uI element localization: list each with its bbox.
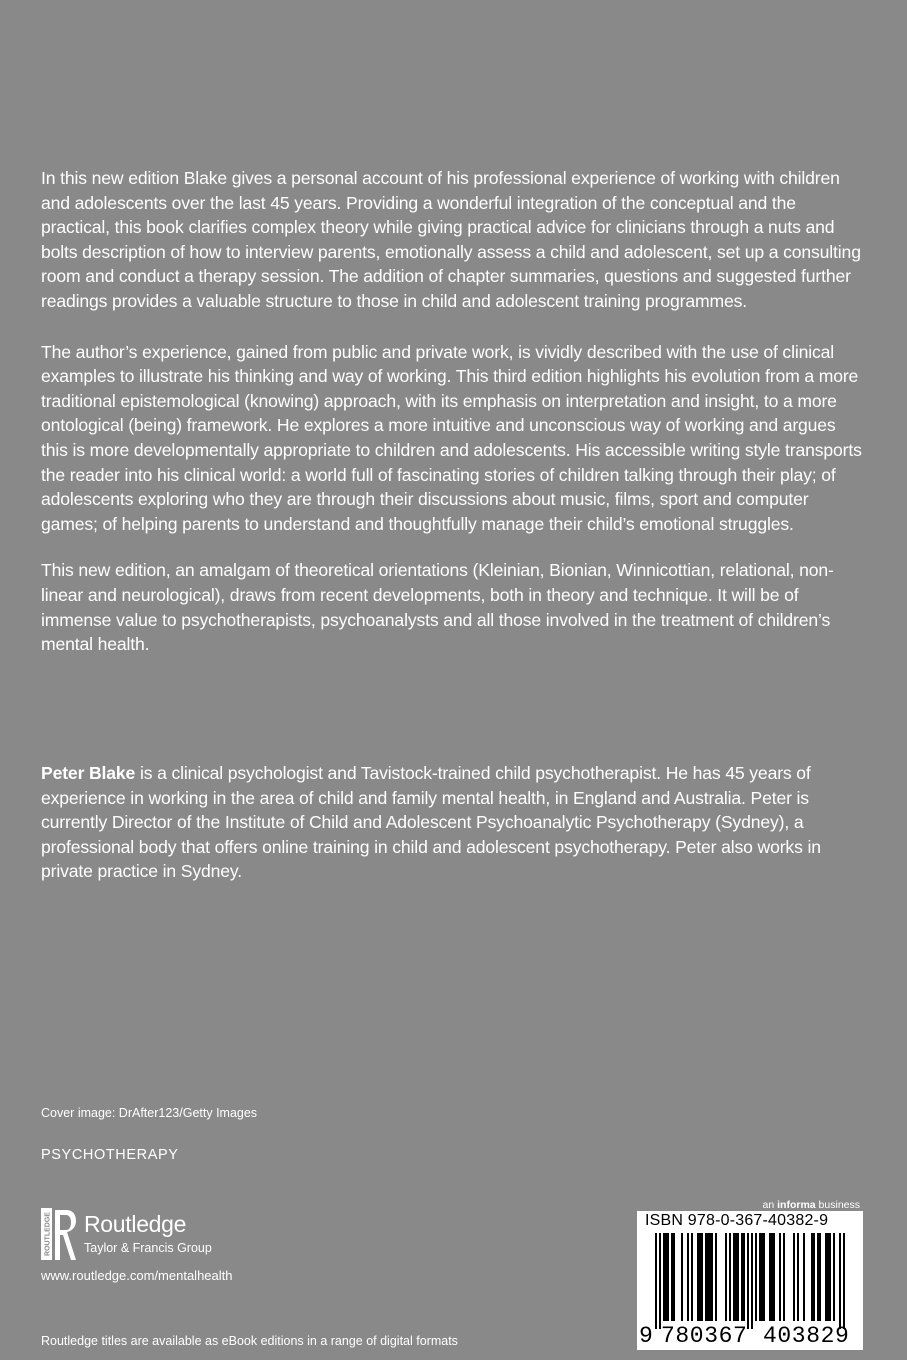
barcode-bar: [715, 1233, 717, 1321]
barcode-bar: [793, 1233, 795, 1321]
barcode-bar: [755, 1233, 757, 1321]
back-cover-blurb: [41, 166, 867, 683]
isbn-barcode: [637, 1211, 863, 1350]
barcode-bar: [733, 1233, 735, 1321]
barcode-bar: [817, 1233, 819, 1321]
barcode-bar: [829, 1233, 831, 1321]
barcode-bar: [825, 1233, 827, 1321]
informa-prefix: an: [762, 1199, 778, 1211]
barcode-guard-bar: [839, 1233, 841, 1329]
publisher-name: Routledge: [84, 1211, 187, 1237]
routledge-logo-icon: [41, 1208, 77, 1260]
barcode-bar: [741, 1233, 743, 1321]
barcode-bar: [665, 1233, 667, 1321]
publisher-group: Taylor & Francis Group: [84, 1241, 212, 1255]
barcode-bar: [773, 1233, 775, 1321]
barcode-bar: [699, 1233, 701, 1321]
barcode-bar: [697, 1233, 699, 1321]
barcode-guard-bar: [843, 1233, 845, 1329]
barcode-bar: [729, 1233, 731, 1321]
barcode-bar: [673, 1233, 675, 1321]
barcode-bar: [769, 1233, 771, 1321]
barcode-guard-bar: [655, 1233, 657, 1329]
blurb-paragraph-3: This new edition, an amalgam of theoretical orientations (Kleinian, Bionian, Winnicottian, relational, non-linear and neurological), draws from recent developments, both in theory and technique. It will be of immense value to psychotherapists, psychoanalysts and all those involved in the treatment of children’s mental health.: [41, 560, 834, 655]
informa-tagline: [763, 1199, 860, 1211]
blurb-paragraph-1: In this new edition Blake gives a personal account of his professional experience of working with children and adolescents over the last 45 years. Providing a wonderful integration of the conceptual and the practical, this book clarifies complex theory while giving practical advice for clinicians through a nuts and bolts description of how to interview parents, emotionally assess a child and adolescent, set up a consulting room and conduct a therapy session. The addition of chapter summaries, questions and suggested further readings provides a valuable structure to those in child and adolescent training programmes.: [41, 168, 861, 311]
blurb-paragraph-2: The author’s experience, gained from public and private work, is vividly described with the use of clinical examples to illustrate his thinking and way of working. This third edition highlights his evolution from a more traditional epistemological (knowing) approach, with its emphasis on interpretation and insight, to a more ontological (being) framework. He explores a more intuitive and unconscious way of working and argues this is more developmentally appropriate to children and adolescents. His accessible writing style transports the reader into his clinical world: a world full of fascinating stories of children talking through their play; of adolescents exploring who they are through their discussions about music, films, sport and computer games; of helping parents to understand and thoughtfully manage their child’s emotional struggles.: [41, 341, 862, 534]
ean-right-group: 403829: [763, 1323, 850, 1349]
barcode-bar: [833, 1233, 835, 1321]
barcode-bar: [681, 1233, 683, 1321]
author-bio: [41, 761, 867, 884]
author-bio-text: is a clinical psychologist and Tavistock-trained child psychotherapist. He has 45 years of experience in working in the area of child and family mental health, in England and Australia. Peter is currently Director of the Institute of Child and Adolescent Psychoanalytic Psychotherapy (Sydney), a professional body that offers online training in child and adolescent psychotherapy. Peter also works in private practice in Sydney.: [41, 763, 821, 882]
barcode-bar: [691, 1233, 693, 1321]
barcode-bar: [735, 1233, 737, 1321]
barcode-bars: [641, 1233, 859, 1329]
publisher-website[interactable]: www.routledge.com/mentalhealth: [41, 1268, 233, 1283]
barcode-bar: [701, 1233, 703, 1321]
barcode-bar: [705, 1233, 707, 1321]
barcode-bar: [783, 1233, 785, 1321]
barcode-bar: [663, 1233, 665, 1321]
barcode-bar: [687, 1233, 689, 1321]
barcode-bar: [709, 1233, 711, 1321]
barcode-bar: [671, 1233, 673, 1321]
barcode-guard-bar: [747, 1233, 749, 1329]
barcode-bar: [811, 1233, 813, 1321]
logo-vertical-text: ROUTLEDGE: [44, 1212, 52, 1256]
barcode-guard-bar: [659, 1233, 661, 1329]
barcode-bar: [759, 1233, 761, 1321]
ean-left-group: 780367: [661, 1323, 748, 1349]
publisher-logo: [41, 1208, 301, 1260]
barcode-guard-bar: [751, 1233, 753, 1329]
barcode-bar: [771, 1233, 773, 1321]
barcode-bar: [743, 1233, 745, 1321]
ean-first-digit: 9: [639, 1323, 653, 1349]
barcode-bar: [707, 1233, 709, 1321]
subject-category: PSYCHOTHERAPY: [41, 1147, 179, 1163]
author-name: Peter Blake: [41, 763, 136, 783]
barcode-bar: [819, 1233, 821, 1321]
barcode-bar: [667, 1233, 669, 1321]
informa-brand: informa: [777, 1199, 816, 1211]
isbn-label: ISBN 978-0-367-40382-9: [645, 1212, 829, 1229]
barcode-bar: [779, 1233, 781, 1321]
cover-image-credit: Cover image: DrAfter123/Getty Images: [41, 1106, 258, 1120]
informa-suffix: business: [815, 1199, 860, 1211]
ean-digits: [637, 1323, 863, 1349]
barcode-bar: [761, 1233, 763, 1321]
barcode-bar: [813, 1233, 815, 1321]
barcode-bar: [797, 1233, 799, 1321]
ebook-note: Routledge titles are available as eBook editions in a range of digital formats: [41, 1334, 458, 1348]
barcode-bar: [763, 1233, 765, 1321]
barcode-bar: [737, 1233, 739, 1321]
barcode-bar: [711, 1233, 713, 1321]
barcode-bar: [827, 1233, 829, 1321]
barcode-bar: [803, 1233, 805, 1321]
barcode-bar: [725, 1233, 727, 1321]
